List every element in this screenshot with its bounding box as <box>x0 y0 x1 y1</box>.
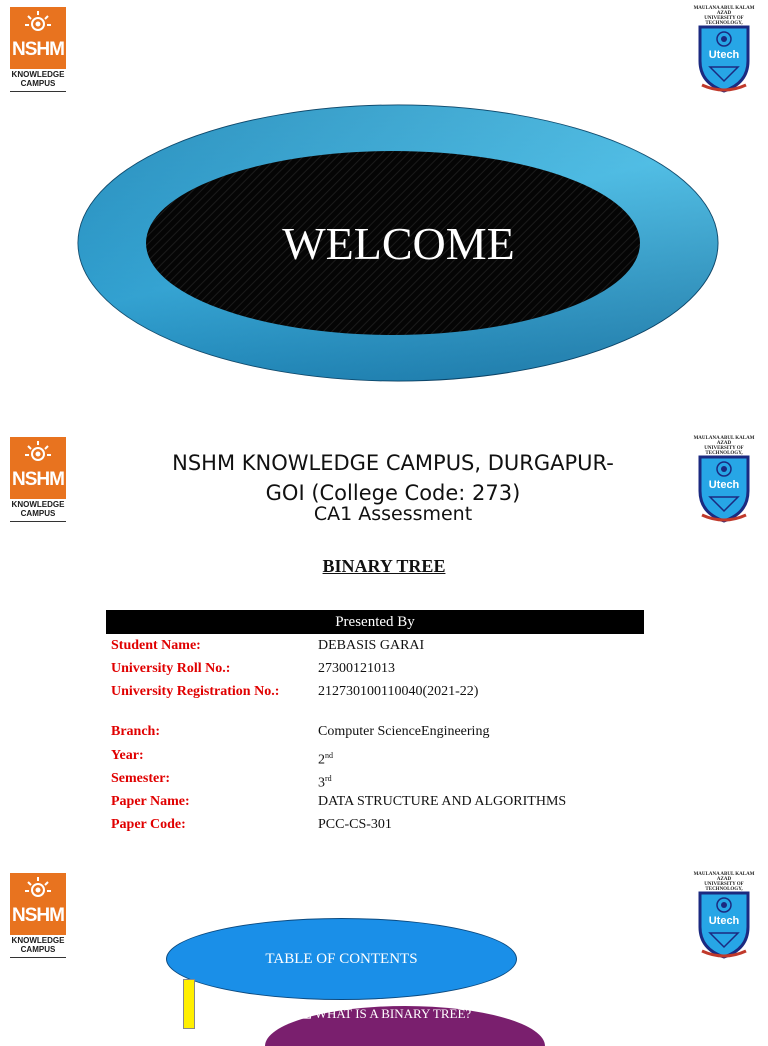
utech-caption-line1: MAULANA ABUL KALAM AZAD <box>693 6 755 16</box>
utech-logo-name: Utech <box>708 915 740 927</box>
college-title-line1: NSHM KNOWLEDGE CAMPUS, DURGAPUR- <box>172 451 614 475</box>
toc-title: TABLE OF CONTENTS <box>265 951 418 967</box>
year-suffix: nd <box>325 751 333 760</box>
year-number: 2 <box>318 752 325 768</box>
logo-divider <box>10 957 66 958</box>
nshm-logo-name: NSHM <box>12 469 64 490</box>
nshm-logo <box>10 873 66 959</box>
student-name-label: Student Name: <box>111 638 201 653</box>
registration-no-label: University Registration No.: <box>111 684 280 699</box>
utech-caption-line2: UNIVERSITY OF TECHNOLOGY, <box>704 446 744 456</box>
nshm-logo <box>10 7 66 93</box>
logo-divider <box>10 521 66 522</box>
yellow-connector-bar <box>183 979 195 1029</box>
nshm-sub-line2: CAMPUS <box>20 79 56 88</box>
utech-caption-line1: MAULANA ABUL KALAM AZAD <box>693 436 755 446</box>
year-value <box>318 747 333 770</box>
branch-label: Branch: <box>111 724 160 739</box>
toc-item-first: ❑ WHAT IS A BINARY TREE? <box>300 1006 472 1021</box>
nshm-sub-line1: KNOWLEDGE <box>11 500 65 509</box>
assessment-title: CA1 Assessment <box>313 503 473 525</box>
year-label: Year: <box>111 748 144 763</box>
nshm-logo-subtitle <box>8 936 68 954</box>
paper-name-value: DATA STRUCTURE AND ALGORITHMS <box>318 794 567 809</box>
college-title <box>130 448 656 508</box>
registration-no-value: 212730100110040(2021-22) <box>318 684 479 699</box>
nshm-logo-box <box>10 437 66 499</box>
utech-logo <box>690 6 758 94</box>
semester-value <box>318 770 332 793</box>
nshm-logo-subtitle <box>8 500 68 518</box>
utech-caption-line1: MAULANA ABUL KALAM AZAD <box>693 872 755 882</box>
branch-value: Computer ScienceEngineering <box>318 724 490 739</box>
nshm-logo-box <box>10 873 66 935</box>
nshm-logo <box>10 437 66 523</box>
roll-no-label: University Roll No.: <box>111 661 231 676</box>
sun-icon <box>25 10 51 36</box>
utech-logo <box>690 872 758 960</box>
utech-caption-line2: UNIVERSITY OF TECHNOLOGY, <box>704 882 744 892</box>
paper-code-value: PCC-CS-301 <box>318 817 392 832</box>
nshm-sub-line2: CAMPUS <box>20 509 56 518</box>
nshm-sub-line2: CAMPUS <box>20 945 56 954</box>
slide-welcome <box>0 0 768 415</box>
semester-suffix: rd <box>325 774 332 783</box>
utech-caption-line2: UNIVERSITY OF TECHNOLOGY, <box>704 16 744 26</box>
nshm-logo-box <box>10 7 66 69</box>
presented-by-bar: Presented By <box>106 610 644 634</box>
slide-title-info <box>0 430 768 855</box>
utech-logo-name: Utech <box>708 49 740 61</box>
nshm-logo-name: NSHM <box>12 39 64 60</box>
nshm-sub-line1: KNOWLEDGE <box>11 70 65 79</box>
welcome-title: WELCOME <box>282 218 515 269</box>
slide-table-of-contents <box>0 866 768 1024</box>
student-name-value: DEBASIS GARAI <box>318 638 425 653</box>
college-title-line2: GOI (College Code: 273) <box>265 481 521 505</box>
utech-logo-name: Utech <box>708 479 740 491</box>
nshm-logo-name: NSHM <box>12 905 64 926</box>
paper-name-label: Paper Name: <box>111 794 190 809</box>
logo-divider <box>10 91 66 92</box>
topic-title: BINARY TREE <box>322 556 446 576</box>
sun-icon <box>25 440 51 466</box>
nshm-sub-line1: KNOWLEDGE <box>11 936 65 945</box>
nshm-logo-subtitle <box>8 70 68 88</box>
paper-code-label: Paper Code: <box>111 817 186 832</box>
utech-logo <box>690 436 758 524</box>
semester-label: Semester: <box>111 771 171 786</box>
sun-icon <box>25 876 51 902</box>
roll-no-value: 27300121013 <box>318 661 395 676</box>
semester-number: 3 <box>318 775 325 791</box>
